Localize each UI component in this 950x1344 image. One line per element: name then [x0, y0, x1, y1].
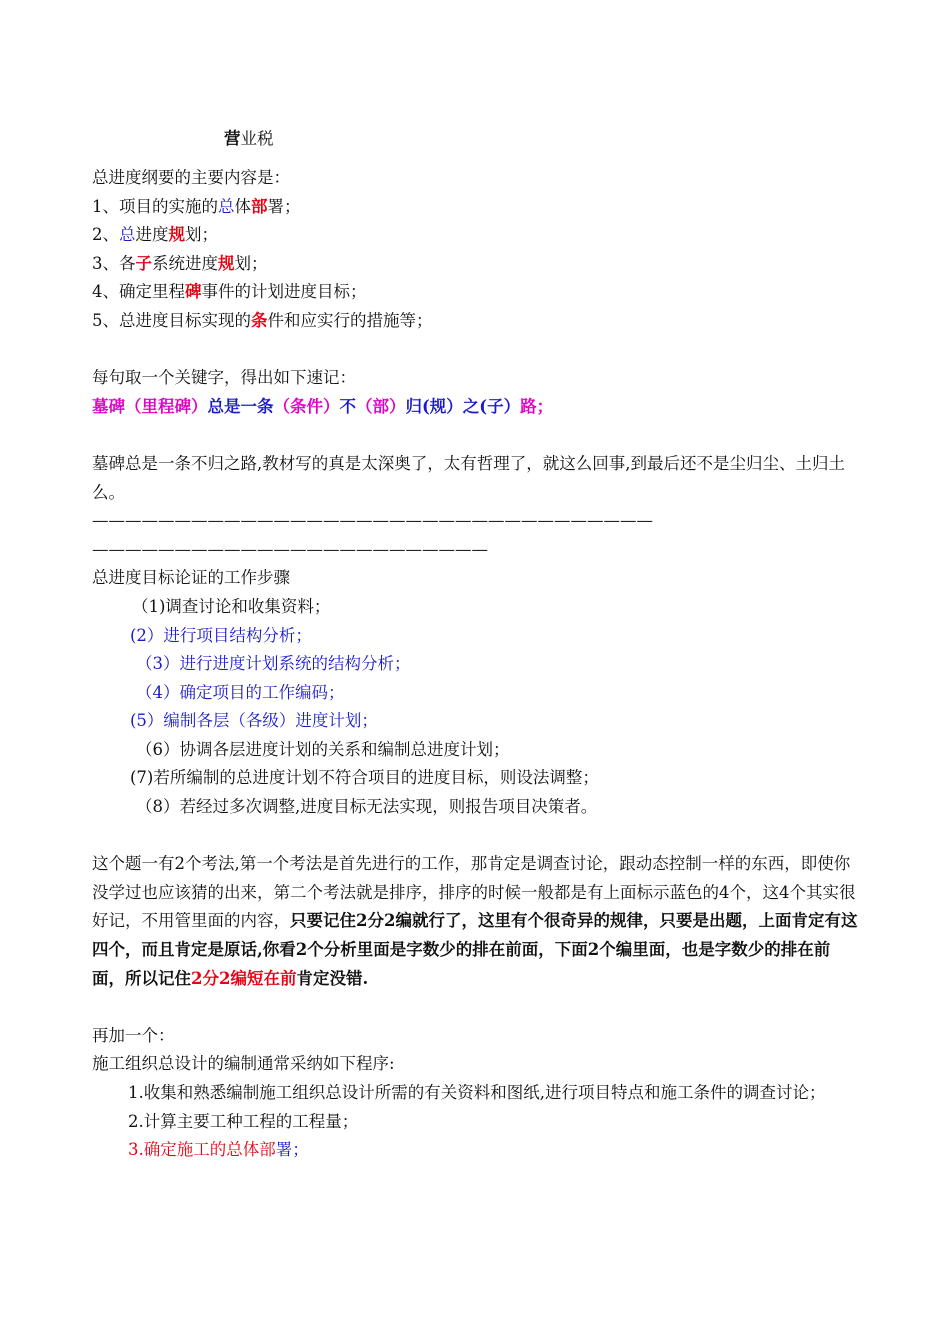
sec1-item-4: 4、确定里程碑事件的计划进度目标；: [92, 282, 367, 302]
sec3-heading: 施工组织总设计的编制通常采纳如下程序:: [92, 1054, 395, 1074]
memo-mnemonic: 墓碑（里程碑）总是一条（条件）不（部）归(规）之(子）路；: [92, 396, 554, 416]
sec3-step-3: 3.确定施工的总体部署；: [128, 1140, 309, 1160]
sec2-heading: 总进度目标论证的工作步骤: [92, 568, 290, 588]
sec1-item-3: 3、各子系统进度规划；: [92, 253, 268, 273]
spacer: [92, 993, 862, 1022]
sec2-step-7: (7)若所编制的总进度计划不符合项目的进度目标，则设法调整；: [130, 768, 599, 788]
sec2-step-8: （8）若经过多次调整,进度目标无法实现，则报告项目决策者。: [136, 797, 598, 817]
spacer: [92, 336, 862, 365]
document-page: [92, 124, 862, 1165]
sec2-step-3: （3）进行进度计划系统的结构分析；: [136, 654, 411, 674]
sec2-step-5: (5）编制各层（各级）进度计划；: [130, 711, 378, 731]
sec1-item-2: 2、总进度规划；: [92, 225, 218, 245]
spacer: [92, 421, 862, 450]
memo-intro: 每句取一个关键字，得出如下速记：: [92, 368, 356, 388]
spacer: [92, 822, 862, 851]
sec3-step-1: 1.收集和熟悉编制施工组织总设计所需的有关资料和图纸,进行项目特点和施工条件的调查讨论；: [128, 1083, 826, 1102]
sec3-intro: 再加一个：: [92, 1025, 175, 1045]
sec2-step-4: （4）确定项目的工作编码；: [136, 682, 345, 702]
sec1-item-5: 5、总进度目标实现的条件和应实行的措施等；: [92, 310, 433, 330]
sec2-step-2: (2）进行项目结构分析；: [130, 625, 312, 645]
sec2-step-1: （1)调查讨论和收集资料；: [132, 596, 331, 616]
sec1-heading: 总进度纲要的主要内容是：: [92, 168, 290, 187]
explanation-paragraph: 这个题一有2个考法,第一个考法是首先进行的工作，那肯定是调查讨论，跟动态控制一样的东西，即使你没学过也应该猜的出来，第二个考法就是排序，排序的时候一般都是有上面标示蓝色的4个，这4个其实很好记，不用管里面的内容，只要记住2分2编就行了，这里有个很奇异的规律，只要是出题，上面肯定有这四个，而且肯定是原话,你看2个分析里面是字数少的排在前面，下面2个编里面，也是字数少的排在前面，所以记住2分2编短在前肯定没错.: [92, 854, 858, 988]
sec3-step-2: 2.计算主要工种工程的工程量；: [128, 1111, 359, 1131]
sec1-item-1: 1、项目的实施的总体部署；: [92, 196, 301, 216]
title-rest: 业税: [240, 129, 274, 148]
divider-line-1: ——————————————————————————————————: [92, 511, 653, 531]
page-title: [92, 124, 862, 164]
divider-line-2: ————————————————————————: [92, 539, 488, 559]
sec2-step-6: （6）协调各层进度计划的关系和编制总进度计划；: [136, 739, 510, 759]
title-first-char: 营: [224, 129, 241, 148]
comment-paragraph: 墓碑总是一条不归之路,教材写的真是太深奥了，太有哲理了，就这么回事,到最后还不是尘归尘、土归土么。: [92, 453, 845, 502]
